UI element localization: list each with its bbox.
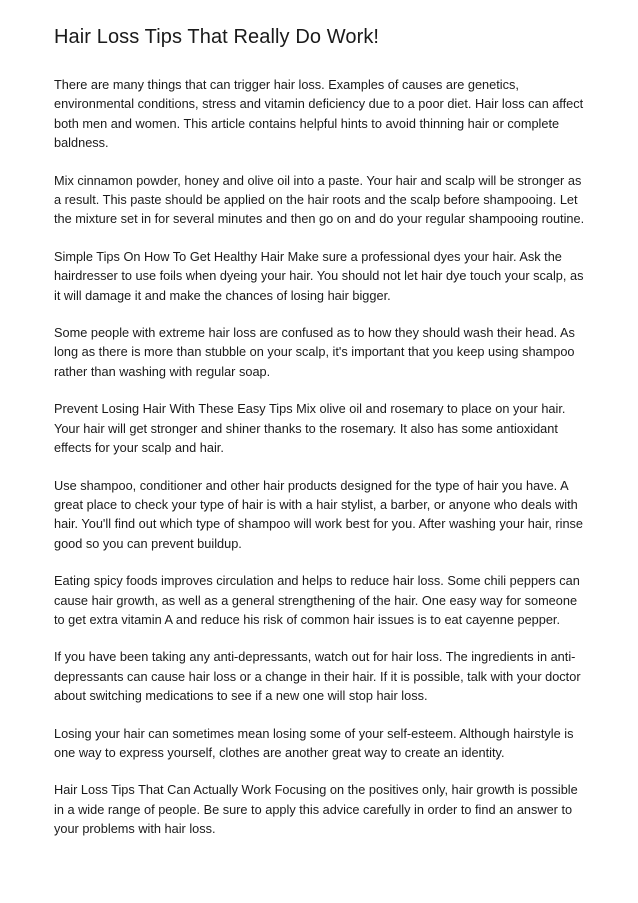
paragraph-washing: Some people with extreme hair loss are confused as to how they should wash their head. As long as there is more than stubble on your scalp, it's important that you keep using shampoo rather than washing with regular soap. — [54, 325, 575, 379]
paragraph-intro: There are many things that can trigger hair loss. Examples of causes are genetics, environmental conditions, stress and vitamin deficiency due to a poor diet. Hair loss can affect both men and women. This article contains helpful hints to avoid thinning hair or complete baldness. — [54, 77, 584, 151]
paragraph-conclusion: Hair Loss Tips That Can Actually Work Focusing on the positives only, hair growth is possible in a wide range of people. Be sure to apply this advice carefully in order to find an answer to your problems with hair loss. — [54, 782, 578, 837]
paragraph-spicy-foods: Eating spicy foods improves circulation and helps to reduce hair loss. Some chili peppers can cause hair growth, as well as a general strengthening of the hair. One easy way for someone to get extra vitamin A and reduce his risk of common hair issues is to eat cayenne pepper. — [54, 573, 580, 627]
paragraph-shampoo-type: Use shampoo, conditioner and other hair products designed for the type of hair you have. A great place to check your type of hair is with a hair stylist, a barber, or anyone who deals with hair. You'll find out which type of shampoo will work best for you. After washing your hair, rinse good so you can prevent buildup. — [54, 477, 584, 551]
paragraph-self-esteem: Losing your hair can sometimes mean losing some of your self-esteem. Although hairstyle is one way to express yourself, clothes are another great way to create an identity. — [54, 725, 574, 760]
document-page — [54, 24, 588, 857]
paragraph-anti-depressants: If you have been taking any anti-depressants, watch out for hair loss. The ingredients in anti-depressants can cause hair loss or a change in their hair. If it is possible, talk with your doctor about switching medications to see if a new one will stop hair loss. — [54, 649, 581, 704]
paragraph-cinnamon-paste: Mix cinnamon powder, honey and olive oil into a paste. Your hair and scalp will be stronger as a result. This paste should be applied on the hair roots and the scalp before shampooing. Let the mixture set in for several minutes and then go on and do your regular shampooing routine. — [54, 172, 585, 227]
paragraph-rosemary: Prevent Losing Hair With These Easy Tips Mix olive oil and rosemary to place on your hair. Your hair will get stronger and shiner thanks to the rosemary. It also has some antioxidant effects for your scalp and hair. — [54, 401, 566, 456]
page-title: Hair Loss Tips That Really Do Work! — [54, 26, 380, 48]
paragraph-hair-dye: Simple Tips On How To Get Healthy Hair Make sure a professional dyes your hair. Ask the hairdresser to use foils when dyeing your hair. You should not let hair dye touch your scalp, as it will damage it and make the chances of losing hair bigger. — [54, 248, 584, 303]
